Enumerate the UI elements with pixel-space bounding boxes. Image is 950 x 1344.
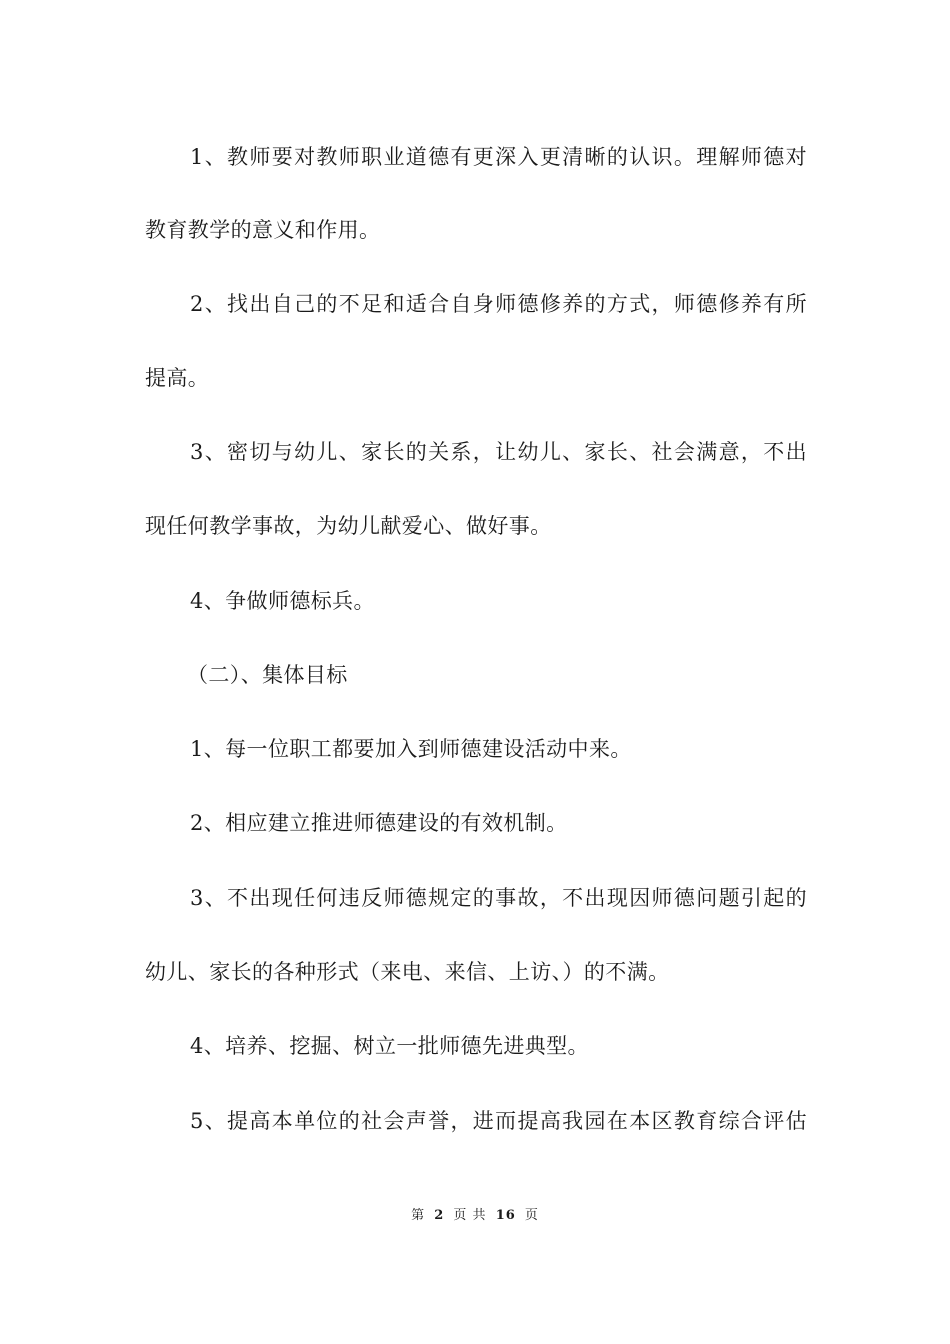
page-footer: [0, 1206, 950, 1226]
footer-total-pages: 16: [495, 1208, 516, 1223]
paragraph-line: 1、每一位职工都要加入到师德建设活动中来。: [190, 737, 632, 761]
paragraph-line: 2、相应建立推进师德建设的有效机制。: [190, 811, 568, 835]
paragraph-line: 提高。: [145, 366, 210, 390]
section-heading: （二）、集体目标: [187, 663, 348, 687]
paragraph-line: 3、密切与幼儿、家长的关系，让幼儿、家长、社会满意，不出: [190, 440, 807, 464]
paragraph-line: 3、不出现任何违反师德规定的事故，不出现因师德问题引起的: [190, 886, 807, 910]
paragraph-line: 2、找出自己的不足和适合自身师德修养的方式，师德修养有所: [190, 292, 807, 316]
paragraph-line: 教育教学的意义和作用。: [145, 218, 381, 242]
footer-suffix: 页: [524, 1208, 539, 1223]
footer-prefix: 第: [411, 1208, 426, 1223]
paragraph-line: 1、教师要对教师职业道德有更深入更清晰的认识。理解师德对: [190, 145, 807, 169]
footer-middle: 页 共: [453, 1208, 487, 1223]
paragraph-line: 5、提高本单位的社会声誉，进而提高我园在本区教育综合评估: [190, 1109, 807, 1133]
footer-page-number: 2: [434, 1208, 445, 1223]
paragraph-line: 4、争做师德标兵。: [190, 589, 375, 613]
paragraph-line: 4、培养、挖掘、树立一批师德先进典型。: [190, 1034, 589, 1058]
paragraph-line: 幼儿、家长的各种形式（来电、来信、上访、）的不满。: [145, 960, 670, 984]
paragraph-line: 现任何教学事故，为幼儿献爱心、做好事。: [145, 514, 552, 538]
